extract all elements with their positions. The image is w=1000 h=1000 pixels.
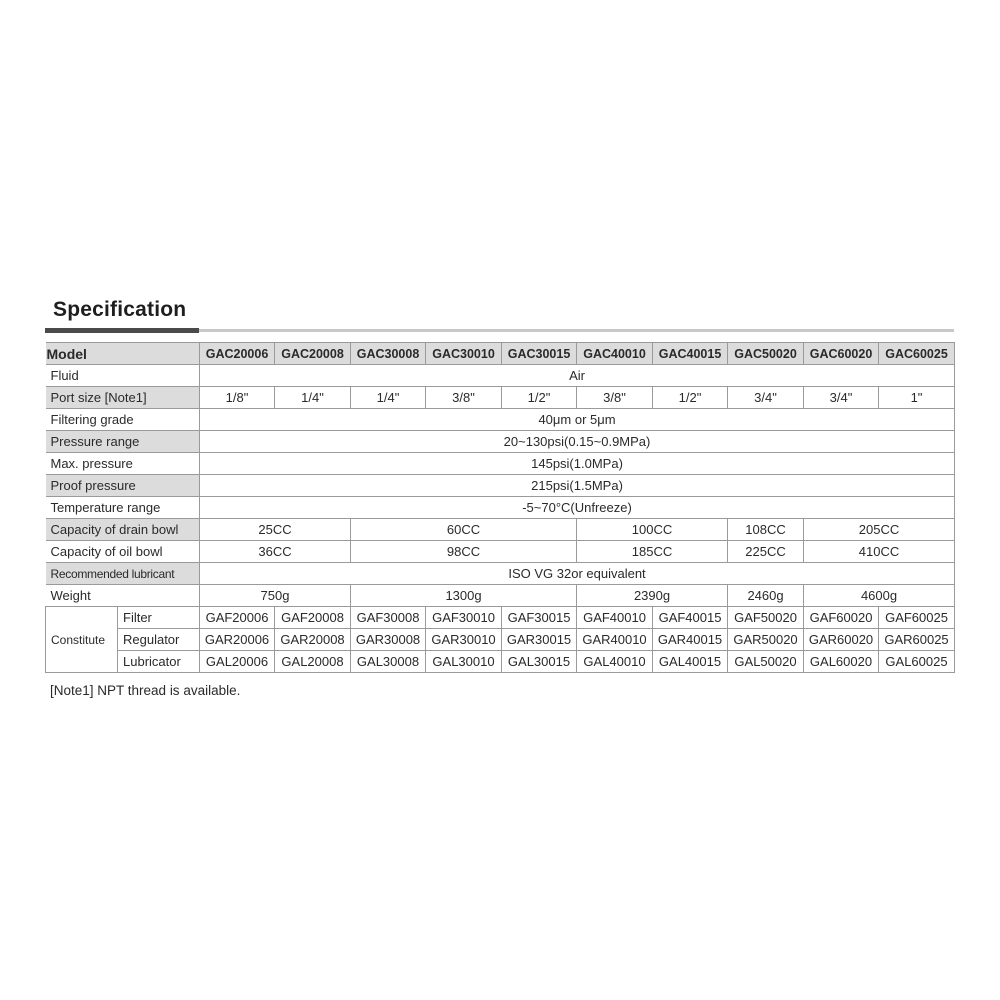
model-cell: GAC30015 [502, 343, 577, 365]
model-label: Model [46, 343, 200, 365]
port-size-cell: 1/2" [502, 387, 577, 409]
filtering-grade-value: 40μm or 5μm [200, 409, 955, 431]
constitute-label: Constitute [46, 607, 118, 673]
drain-bowl-cell: 108CC [728, 519, 804, 541]
regulator-model-cell: GAR20006 [200, 629, 275, 651]
model-cell: GAC50020 [728, 343, 804, 365]
temperature-range-value: -5~70°C(Unfreeze) [200, 497, 955, 519]
lubricator-model-cell: GAL60020 [804, 651, 879, 673]
drain-bowl-cell: 205CC [804, 519, 955, 541]
title-underline-accent [45, 328, 199, 333]
lubricator-model-cell: GAL20008 [275, 651, 351, 673]
title-underline [45, 328, 954, 333]
temperature-range-row [46, 497, 955, 519]
pressure-range-row [46, 431, 955, 453]
oil-bowl-label: Capacity of oil bowl [46, 541, 200, 563]
drain-bowl-cell: 100CC [577, 519, 728, 541]
filter-model-cell: GAF60025 [879, 607, 955, 629]
oil-bowl-row [46, 541, 955, 563]
regulator-model-cell: GAR30015 [502, 629, 577, 651]
proof-pressure-row [46, 475, 955, 497]
lubricant-row [46, 563, 955, 585]
pressure-range-label: Pressure range [46, 431, 200, 453]
regulator-model-cell: GAR60020 [804, 629, 879, 651]
regulator-model-cell: GAR30010 [426, 629, 502, 651]
oil-bowl-cell: 410CC [804, 541, 955, 563]
max-pressure-label: Max. pressure [46, 453, 200, 475]
drain-bowl-label: Capacity of drain bowl [46, 519, 200, 541]
filter-model-cell: GAF40015 [653, 607, 728, 629]
max-pressure-value: 145psi(1.0MPa) [200, 453, 955, 475]
drain-bowl-row [46, 519, 955, 541]
filter-model-cell: GAF30015 [502, 607, 577, 629]
lubricator-model-cell: GAL40010 [577, 651, 653, 673]
filter-model-cell: GAF50020 [728, 607, 804, 629]
constitute-lubricator-row [46, 651, 955, 673]
temperature-range-label: Temperature range [46, 497, 200, 519]
fluid-label: Fluid [46, 365, 200, 387]
weight-row [46, 585, 955, 607]
model-cell: GAC20006 [200, 343, 275, 365]
constitute-regulator-row [46, 629, 955, 651]
pressure-range-value: 20~130psi(0.15~0.9MPa) [200, 431, 955, 453]
regulator-model-cell: GAR30008 [351, 629, 426, 651]
filter-model-cell: GAF20006 [200, 607, 275, 629]
model-cell: GAC30010 [426, 343, 502, 365]
port-size-cell: 3/4" [728, 387, 804, 409]
regulator-model-cell: GAR40015 [653, 629, 728, 651]
weight-cell: 750g [200, 585, 351, 607]
filter-model-cell: GAF30010 [426, 607, 502, 629]
model-row [46, 343, 955, 365]
oil-bowl-cell: 36CC [200, 541, 351, 563]
regulator-model-cell: GAR40010 [577, 629, 653, 651]
model-cell: GAC30008 [351, 343, 426, 365]
filter-model-cell: GAF60020 [804, 607, 879, 629]
lubricator-model-cell: GAL60025 [879, 651, 955, 673]
port-size-cell: 1/2" [653, 387, 728, 409]
page-title: Specification [53, 298, 187, 321]
regulator-model-cell: GAR60025 [879, 629, 955, 651]
lubricator-model-cell: GAL50020 [728, 651, 804, 673]
lubricator-label: Lubricator [118, 651, 200, 673]
regulator-label: Regulator [118, 629, 200, 651]
port-size-cell: 1/8" [200, 387, 275, 409]
weight-cell: 1300g [351, 585, 577, 607]
port-size-cell: 3/8" [426, 387, 502, 409]
filtering-grade-row [46, 409, 955, 431]
oil-bowl-cell: 185CC [577, 541, 728, 563]
lubricator-model-cell: GAL30008 [351, 651, 426, 673]
weight-cell: 2460g [728, 585, 804, 607]
filter-model-cell: GAF20008 [275, 607, 351, 629]
proof-pressure-value: 215psi(1.5MPa) [200, 475, 955, 497]
filter-label: Filter [118, 607, 200, 629]
title-underline-rule [199, 329, 954, 332]
footnote: [Note1] NPT thread is available. [50, 683, 241, 698]
port-size-cell: 1" [879, 387, 955, 409]
weight-cell: 4600g [804, 585, 955, 607]
lubricator-model-cell: GAL40015 [653, 651, 728, 673]
model-cell: GAC40015 [653, 343, 728, 365]
model-cell: GAC60025 [879, 343, 955, 365]
port-size-label: Port size [Note1] [46, 387, 200, 409]
proof-pressure-label: Proof pressure [46, 475, 200, 497]
lubricant-label: Recommended lubricant [46, 563, 200, 585]
port-size-cell: 3/8" [577, 387, 653, 409]
lubricant-value: ISO VG 32or equivalent [200, 563, 955, 585]
filter-model-cell: GAF40010 [577, 607, 653, 629]
lubricator-model-cell: GAL30015 [502, 651, 577, 673]
lubricator-model-cell: GAL30010 [426, 651, 502, 673]
oil-bowl-cell: 225CC [728, 541, 804, 563]
regulator-model-cell: GAR50020 [728, 629, 804, 651]
port-size-cell: 3/4" [804, 387, 879, 409]
specification-table [45, 342, 955, 673]
weight-cell: 2390g [577, 585, 728, 607]
weight-label: Weight [46, 585, 200, 607]
constitute-filter-row [46, 607, 955, 629]
model-cell: GAC20008 [275, 343, 351, 365]
port-size-cell: 1/4" [351, 387, 426, 409]
drain-bowl-cell: 25CC [200, 519, 351, 541]
oil-bowl-cell: 98CC [351, 541, 577, 563]
drain-bowl-cell: 60CC [351, 519, 577, 541]
port-size-row [46, 387, 955, 409]
model-cell: GAC60020 [804, 343, 879, 365]
fluid-row [46, 365, 955, 387]
max-pressure-row [46, 453, 955, 475]
fluid-value: Air [200, 365, 955, 387]
port-size-cell: 1/4" [275, 387, 351, 409]
filter-model-cell: GAF30008 [351, 607, 426, 629]
model-cell: GAC40010 [577, 343, 653, 365]
regulator-model-cell: GAR20008 [275, 629, 351, 651]
lubricator-model-cell: GAL20006 [200, 651, 275, 673]
filtering-grade-label: Filtering grade [46, 409, 200, 431]
